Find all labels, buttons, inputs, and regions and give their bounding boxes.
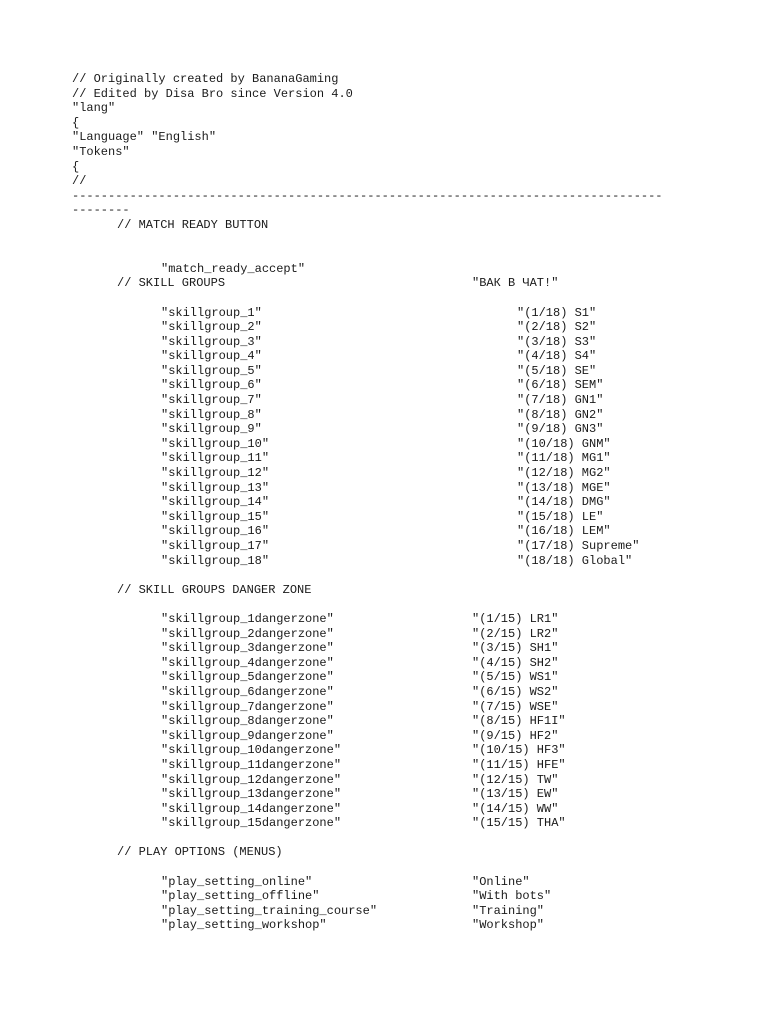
token-key: "skillgroup_1dangerzone" bbox=[161, 611, 334, 626]
token-key: "skillgroup_16" bbox=[161, 524, 270, 539]
token-row bbox=[72, 451, 712, 466]
separator-line: ---------------------------------------------------------------------------------- bbox=[72, 188, 663, 203]
token-value: "(6/15) WS2" bbox=[472, 684, 559, 699]
header-line: "Language" "English" bbox=[72, 130, 217, 145]
token-key: "skillgroup_15" bbox=[161, 509, 270, 524]
token-key: "skillgroup_18" bbox=[161, 553, 270, 568]
token-row bbox=[72, 524, 712, 539]
token-value: "(13/18) MGE" bbox=[517, 480, 611, 495]
token-value: "(1/18) S1" bbox=[517, 305, 597, 320]
token-key: "skillgroup_10dangerzone" bbox=[161, 743, 342, 758]
token-value: "(11/15) HFE" bbox=[472, 757, 566, 772]
token-row bbox=[72, 612, 712, 627]
token-row bbox=[72, 787, 712, 802]
header-line: "lang" bbox=[72, 101, 116, 116]
token-row bbox=[72, 904, 712, 919]
token-value: "ВАК В ЧАТ!" bbox=[472, 276, 559, 291]
token-key: "skillgroup_17" bbox=[161, 539, 270, 553]
token-value: "(3/15) SH1" bbox=[472, 641, 559, 656]
token-value: "(15/15) THA" bbox=[472, 816, 566, 831]
token-row bbox=[72, 393, 712, 408]
token-row bbox=[72, 437, 712, 452]
token-key: "skillgroup_14dangerzone" bbox=[161, 801, 342, 816]
token-value: "(9/15) HF2" bbox=[472, 728, 559, 743]
token-row bbox=[72, 875, 712, 890]
token-row bbox=[72, 554, 712, 569]
token-row bbox=[72, 306, 712, 321]
token-value: "(11/18) MG1" bbox=[517, 451, 611, 466]
token-value: "(8/18) GN2" bbox=[517, 407, 604, 422]
token-key: "skillgroup_12" bbox=[161, 466, 270, 481]
play-options-list bbox=[72, 875, 712, 933]
token-value: "(14/18) DMG" bbox=[517, 495, 611, 510]
token-value: "Workshop" bbox=[472, 918, 545, 933]
token-row bbox=[72, 773, 712, 788]
token-key: "skillgroup_11dangerzone" bbox=[161, 757, 342, 772]
token-row bbox=[72, 743, 712, 758]
token-key: "skillgroup_3" bbox=[161, 334, 262, 349]
token-row bbox=[72, 802, 712, 817]
token-value: "(8/15) HF1I" bbox=[472, 714, 566, 729]
danger-zone-list bbox=[72, 612, 712, 831]
token-value: "(6/18) SEM" bbox=[517, 378, 604, 393]
header-line: { bbox=[72, 159, 80, 174]
token-value: "With bots" bbox=[472, 889, 552, 904]
token-row bbox=[72, 729, 712, 744]
token-key: "skillgroup_12dangerzone" bbox=[161, 772, 342, 787]
token-value: "(2/15) LR2" bbox=[472, 626, 559, 641]
token-row bbox=[72, 422, 712, 437]
skill-groups-list bbox=[72, 306, 712, 569]
token-value: "(10/15) HF3" bbox=[472, 743, 566, 758]
header-line: // Edited by Disa Bro since Version 4.0 bbox=[72, 86, 353, 101]
token-key: "skillgroup_8dangerzone" bbox=[161, 714, 334, 729]
token-row bbox=[72, 918, 712, 933]
document-page bbox=[72, 72, 712, 933]
token-row bbox=[72, 510, 712, 525]
token-key: "skillgroup_7" bbox=[161, 393, 262, 408]
token-key: "skillgroup_4" bbox=[161, 349, 262, 364]
token-row bbox=[72, 466, 712, 481]
token-value: "(16/18) LEM" bbox=[517, 524, 611, 539]
token-row bbox=[72, 539, 712, 554]
token-key: "skillgroup_8" bbox=[161, 407, 262, 422]
token-value: "(17/18) Supreme" bbox=[517, 539, 640, 553]
header-line: { bbox=[72, 115, 80, 130]
token-row bbox=[72, 335, 712, 350]
separator-line: -------- bbox=[72, 203, 130, 218]
token-value: "(7/18) GN1" bbox=[517, 393, 604, 408]
token-value: "Training" bbox=[472, 903, 545, 918]
token-value: "(3/18) S3" bbox=[517, 334, 597, 349]
token-key: "skillgroup_6dangerzone" bbox=[161, 684, 334, 699]
token-value: "(7/15) WSE" bbox=[472, 699, 559, 714]
token-value: "(14/15) WW" bbox=[472, 801, 559, 816]
play-options-comment: // PLAY OPTIONS (MENUS) bbox=[117, 845, 283, 860]
token-row bbox=[72, 495, 712, 510]
token-key: "skillgroup_6" bbox=[161, 378, 262, 393]
token-key: "play_setting_online" bbox=[161, 874, 313, 889]
token-key: "skillgroup_7dangerzone" bbox=[161, 699, 334, 714]
token-value: "(4/18) S4" bbox=[517, 349, 597, 364]
token-row bbox=[72, 349, 712, 364]
token-value: "(5/18) SE" bbox=[517, 363, 597, 378]
token-key: "skillgroup_10" bbox=[161, 436, 270, 451]
token-value: "(5/15) WS1" bbox=[472, 670, 559, 685]
match-ready-comment: // MATCH READY BUTTON bbox=[117, 217, 269, 232]
token-row bbox=[72, 758, 712, 773]
token-row bbox=[72, 364, 712, 379]
token-key: "skillgroup_9dangerzone" bbox=[161, 728, 334, 743]
token-row bbox=[72, 714, 712, 729]
token-key: "skillgroup_13dangerzone" bbox=[161, 787, 342, 802]
token-row bbox=[72, 641, 712, 656]
token-key: "match_ready_accept" bbox=[161, 261, 306, 276]
token-key: "skillgroup_5dangerzone" bbox=[161, 670, 334, 685]
header-block bbox=[72, 72, 712, 189]
token-value: "(18/18) Global" bbox=[517, 553, 633, 568]
token-key: "play_setting_workshop" bbox=[161, 918, 327, 933]
token-value: "(2/18) S2" bbox=[517, 320, 597, 335]
token-value: "(1/15) LR1" bbox=[472, 611, 559, 626]
token-row bbox=[72, 700, 712, 715]
token-row bbox=[72, 889, 712, 904]
token-row bbox=[72, 627, 712, 642]
token-key: "skillgroup_11" bbox=[161, 451, 270, 466]
token-key: "skillgroup_3dangerzone" bbox=[161, 641, 334, 656]
token-key: "skillgroup_14" bbox=[161, 495, 270, 510]
header-line: // Originally created by BananaGaming bbox=[72, 72, 339, 86]
token-value: "(13/15) EW" bbox=[472, 787, 559, 802]
token-value: "(9/18) GN3" bbox=[517, 422, 604, 437]
token-row bbox=[72, 408, 712, 423]
token-key: "play_setting_offline" bbox=[161, 889, 320, 904]
header-line: // bbox=[72, 174, 87, 189]
token-row bbox=[72, 320, 712, 335]
token-value: "(10/18) GNM" bbox=[517, 436, 611, 451]
token-key: "skillgroup_2dangerzone" bbox=[161, 626, 334, 641]
token-row bbox=[72, 670, 712, 685]
token-value: "(12/18) MG2" bbox=[517, 466, 611, 481]
token-row bbox=[72, 685, 712, 700]
token-key: "skillgroup_1" bbox=[161, 305, 262, 320]
skill-groups-comment: // SKILL GROUPS bbox=[117, 276, 226, 291]
token-key: "skillgroup_15dangerzone" bbox=[161, 816, 342, 831]
token-value: "(15/18) LE" bbox=[517, 509, 604, 524]
token-key: "skillgroup_2" bbox=[161, 320, 262, 335]
token-value: "Online" bbox=[472, 874, 530, 889]
token-row bbox=[72, 816, 712, 831]
token-key: "play_setting_training_course" bbox=[161, 903, 378, 918]
token-row bbox=[72, 378, 712, 393]
token-value: "(4/15) SH2" bbox=[472, 655, 559, 670]
token-key: "skillgroup_4dangerzone" bbox=[161, 655, 334, 670]
token-row bbox=[72, 656, 712, 671]
header-line: "Tokens" bbox=[72, 144, 130, 159]
token-row bbox=[72, 481, 712, 496]
token-key: "skillgroup_9" bbox=[161, 422, 262, 437]
token-value: "(12/15) TW" bbox=[472, 772, 559, 787]
token-key: "skillgroup_13" bbox=[161, 480, 270, 495]
token-key: "skillgroup_5" bbox=[161, 363, 262, 378]
danger-zone-comment: // SKILL GROUPS DANGER ZONE bbox=[117, 582, 312, 597]
